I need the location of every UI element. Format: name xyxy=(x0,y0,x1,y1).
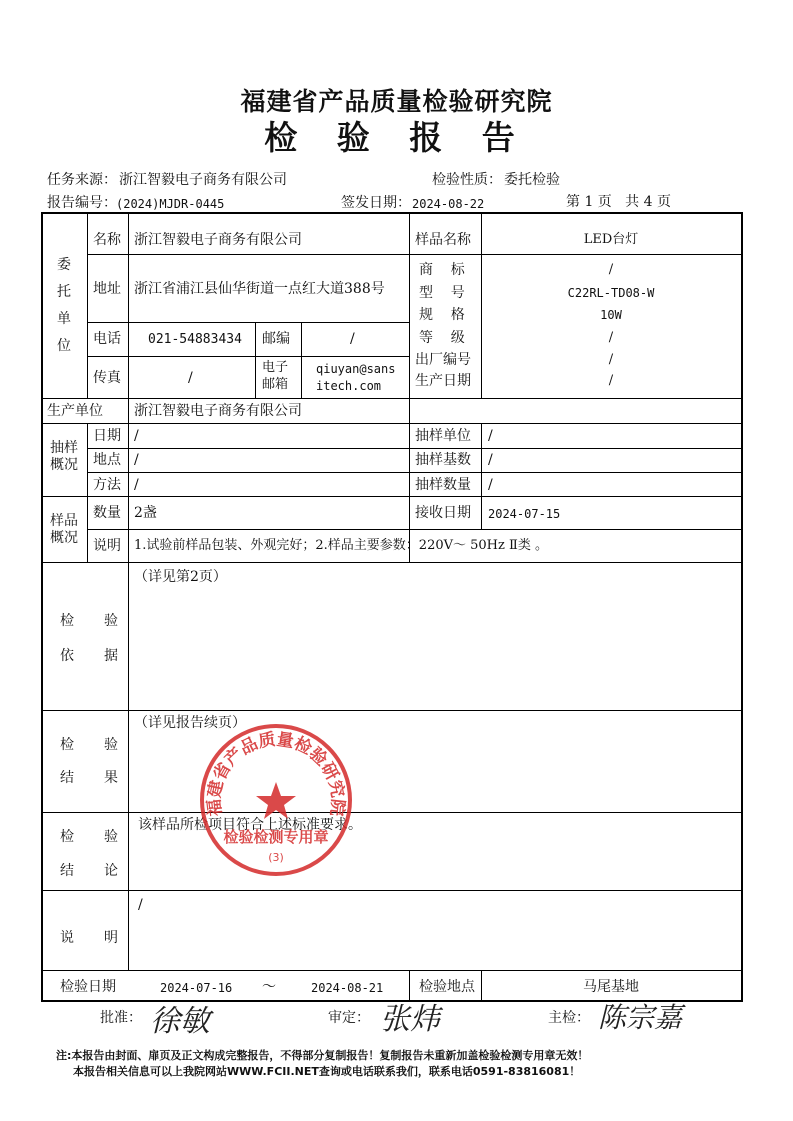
client-section-label xyxy=(54,252,74,360)
sample-qty-label: 数量 xyxy=(93,505,121,521)
result-value: （详见报告续页） xyxy=(134,715,246,731)
spec: 10W xyxy=(600,308,622,322)
client-address: 浙江省浦江县仙华街道一点红大道388号 xyxy=(134,281,385,297)
period-end: 2024-08-21 xyxy=(311,981,384,995)
remarks-label-1: 说 xyxy=(60,930,74,946)
sampling-qty-label: 抽样数量 xyxy=(415,477,471,493)
client-name: 浙江智毅电子商务有限公司 xyxy=(134,232,302,248)
stamp-star-icon xyxy=(256,782,296,819)
period-tilde: ～ xyxy=(262,979,276,995)
sampling-place: / xyxy=(134,452,139,468)
client-phone-label: 电话 xyxy=(93,331,121,347)
organization-title: 福建省产品质量检验研究院 xyxy=(240,87,553,116)
sampling-place-label: 地点 xyxy=(93,452,121,468)
producer-label: 生产单位 xyxy=(47,403,103,419)
remarks-value: / xyxy=(138,897,143,913)
client-email-label-2: 邮箱 xyxy=(262,377,289,392)
client-email-label-1: 电子 xyxy=(262,360,289,375)
sampling-unit-label: 抽样单位 xyxy=(415,428,471,444)
grade-label: 等 级 xyxy=(419,330,465,346)
client-postcode-label: 邮编 xyxy=(262,331,290,347)
trademark: / xyxy=(608,262,614,277)
task-source: 浙江智毅电子商务有限公司 xyxy=(119,172,287,188)
sample-name: LED台灯 xyxy=(583,232,639,247)
trademark-label: 商 标 xyxy=(419,262,465,278)
sample-name-label: 样品名称 xyxy=(415,232,471,248)
approve-label: 批准： xyxy=(100,1010,142,1026)
producer: 浙江智毅电子商务有限公司 xyxy=(134,403,302,419)
footer-note-1: 注:本报告由封面、扉页及正文构成完整报告，不得部分复制报告！复制报告未重新加盖检验检测专用章无效！ xyxy=(56,1049,589,1062)
period-place-label: 检验地点 xyxy=(419,979,475,995)
sampling-date: / xyxy=(134,428,139,444)
basis-value: （详见第2页） xyxy=(134,569,227,585)
spec-label: 规 格 xyxy=(419,307,465,323)
sampling-section-label: 抽样概况 xyxy=(50,440,78,473)
sampling-method: / xyxy=(134,477,139,493)
report-title: 检 验 报 告 xyxy=(264,118,529,157)
page-info: 第 1 页 共 4 页 xyxy=(566,194,671,210)
inspection-type: 委托检验 xyxy=(504,172,560,188)
remarks-label-2: 明 xyxy=(104,930,118,946)
basis-label-1: 检 xyxy=(60,613,74,629)
result-label-1: 检 xyxy=(60,737,74,753)
sample-overview-label: 样品概况 xyxy=(50,513,78,546)
official-stamp xyxy=(196,720,356,880)
stamp-inner-text: 检验检测专用章 xyxy=(223,828,329,846)
sampling-date-label: 日期 xyxy=(93,428,121,444)
prod-date: / xyxy=(608,373,614,388)
sample-desc: 1.试验前样品包装、外观完好；2.样品主要参数：220V～ 50Hz Ⅱ类 。 xyxy=(134,538,548,553)
sample-desc-label: 说明 xyxy=(93,538,121,554)
inspect-label: 主检： xyxy=(548,1010,590,1026)
result-label-2: 验 xyxy=(104,737,118,753)
issue-date: 2024-08-22 xyxy=(412,197,485,211)
sampling-unit: / xyxy=(488,428,493,444)
inspection-type-label: 检验性质： xyxy=(432,172,502,188)
receive-date: 2024-07-15 xyxy=(488,507,561,521)
task-source-label: 任务来源： xyxy=(47,172,117,188)
client-fax-label: 传真 xyxy=(93,370,121,386)
model-label: 型 号 xyxy=(419,285,465,301)
sampling-base-label: 抽样基数 xyxy=(415,452,471,468)
sampling-method-label: 方法 xyxy=(93,477,121,493)
client-email-line2: itech.com xyxy=(316,379,382,393)
conclusion-label-1: 检 xyxy=(60,829,74,845)
grade: / xyxy=(608,330,614,345)
period-date-label: 检验日期 xyxy=(60,979,116,995)
inspect-signature: 陈宗嘉 xyxy=(598,1001,683,1034)
basis-label-3: 依 xyxy=(60,648,74,664)
sample-qty: 2盏 xyxy=(134,505,157,521)
receive-date-label: 接收日期 xyxy=(415,505,471,521)
review-signature: 张炜 xyxy=(380,1002,440,1037)
client-postcode: / xyxy=(350,331,355,347)
client-fax: / xyxy=(188,370,193,386)
conclusion-label-4: 论 xyxy=(104,863,118,879)
client-section-text: 委托单位 xyxy=(57,257,71,354)
prod-date-label: 生产日期 xyxy=(415,373,471,389)
sampling-qty: / xyxy=(488,477,493,493)
conclusion-label-2: 验 xyxy=(104,829,118,845)
client-email-line1: qiuyan@sans xyxy=(316,362,396,376)
serial-label: 出厂编号 xyxy=(415,352,471,368)
serial: / xyxy=(608,352,614,367)
stamp-number: (3) xyxy=(268,851,284,864)
conclusion-label-3: 结 xyxy=(60,863,74,879)
review-label: 审定： xyxy=(328,1010,370,1026)
report-no: (2024)MJDR-0445 xyxy=(116,197,225,211)
client-address-label: 地址 xyxy=(93,281,121,297)
footer-note-2: 本报告相关信息可以上我院网站WWW.FCII.NET查询或电话联系我们，联系电话0591-83816081！ xyxy=(73,1065,581,1078)
client-phone: 021-54883434 xyxy=(148,332,242,347)
result-label-4: 果 xyxy=(104,770,118,786)
report-no-label: 报告编号： xyxy=(47,195,117,211)
issue-date-label: 签发日期： xyxy=(341,195,411,211)
sampling-base: / xyxy=(488,452,493,468)
basis-label-4: 据 xyxy=(104,648,118,664)
conclusion-value: 该样品所检项目符合上述标准要求。 xyxy=(138,817,362,833)
result-label-3: 结 xyxy=(60,770,74,786)
stamp-ring-text: 福建省产品质量检验研究院 xyxy=(204,729,348,818)
period-place: 马尾基地 xyxy=(583,979,639,995)
model: C22RL-TD08-W xyxy=(567,286,655,300)
basis-label-2: 验 xyxy=(104,613,118,629)
period-start: 2024-07-16 xyxy=(160,981,233,995)
client-name-label: 名称 xyxy=(93,232,121,248)
approve-signature: 徐敏 xyxy=(150,1004,210,1039)
